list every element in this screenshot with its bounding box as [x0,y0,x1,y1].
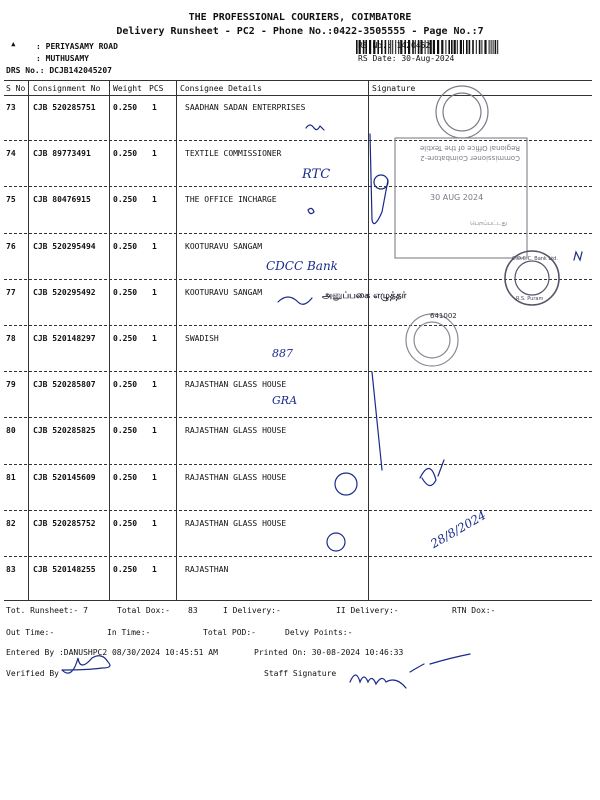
i-delivery: I Delivery:- [223,606,281,615]
handwriting-r76: CDCC Bank [266,259,338,273]
column-header-consignee: Consignee Details [180,84,262,93]
row-pcs: 1 [152,518,157,528]
row-sno: 83 [6,565,16,574]
row-consignee: THE OFFICE INCHARGE [185,195,277,205]
handwriting-r74: RTC [302,167,331,182]
row-consignment-no: CJB 520295494 [33,241,96,251]
handwriting-r81-date: 28/8/2024 [428,508,489,551]
row-consignment-no: CJB 520148255 [33,565,96,574]
stamp-bank-line2: R.S. Puram [516,296,544,302]
row-consignment-no: CJB 520295492 [33,287,96,297]
row-pcs: 1 [152,241,157,251]
total-dox-value: 83 [188,606,198,615]
row-sno: 77 [6,287,16,297]
row-sno: 75 [6,195,16,205]
row-weight: 0.250 [113,472,138,482]
row-weight: 0.250 [113,149,138,159]
circled-mark-r81 [335,473,357,495]
drs-label: DRS No.: DCJB142045207 [6,66,112,75]
runsheet-subtitle: Delivery Runsheet - PC2 - Phone No.:0422-3505555 - Page No.:7 [116,26,484,37]
row-weight: 0.250 [113,518,138,528]
stamp-textile-line2: Commissioner Coimbatore-2 [420,154,520,162]
drs-number: DCJB142045207 [49,66,112,75]
row-weight: 0.250 [113,287,138,297]
row-sno: 79 [6,380,16,390]
row-pcs: 1 [152,149,157,159]
route-line-1: : PERIYASAMY ROAD [36,42,118,51]
total-runsheet: Tot. Runsheet:- 7 [6,606,88,615]
row-sno: 81 [6,472,16,482]
row-pcs: 1 [152,103,157,112]
row-consignee: SWADISH [185,334,219,343]
row-weight: 0.250 [113,380,138,390]
column-header-weight: Weight [113,84,142,93]
row-consignee: RAJASTHAN [185,565,229,574]
signature-mark-r75 [308,208,314,213]
margin-mark-r76 [574,252,582,260]
stamp-tamil-heading: அனுப்பகை எழுத்தர் [322,291,407,301]
row-sno: 78 [6,334,16,343]
out-time: Out Time:- [6,628,55,637]
row-pcs: 1 [152,472,157,482]
staff-signature-label: Staff Signature [264,669,337,678]
entered-by: Entered By :DANUSHPC2 08/30/2024 10:45:51 AM [6,648,218,657]
row-consignee: RAJASTHAN GLASS HOUSE [185,472,287,482]
row-pcs: 1 [152,565,157,574]
ii-delivery: II Delivery:- [336,606,399,615]
row-sno: 82 [6,518,16,528]
verified-signature-scribble [62,656,110,673]
row-weight: 0.250 [113,426,138,436]
verified-by: Verified By [6,669,59,678]
row-weight: 0.250 [113,565,138,574]
pen-stroke-long [370,134,388,224]
column-header-pcs: PCS [149,84,164,93]
column-header-consignment: Consignment No [33,84,101,93]
signature-scribble-r73 [306,125,324,130]
row-consignee: SAADHAN SADAN ENTERPRISES [185,103,306,112]
row-consignment-no: CJB 520148297 [33,334,96,343]
pin-icon: ▴ [10,37,17,50]
rs-no: RS No.: 1420452 [358,41,431,50]
row-pcs: 1 [152,426,157,436]
signature-scribble-r77 [278,297,312,304]
total-pod: Total POD:- [203,628,256,637]
circled-mark-r74 [374,175,388,189]
printed-on: Printed On: 30-08-2024 10:46:33 [254,648,404,657]
row-consignee: KOOTURAVU SANGAM [185,241,263,251]
row-consignee: TEXTILE COMMISSIONER [185,149,282,159]
stamp-tamil-pin: 641002 [430,312,457,320]
stamp-bank-line1: C.D.C.C. Bank Ltd. [512,256,558,262]
rtn-dox: RTN Dox:- [452,606,496,615]
column-header-sno: S No [6,84,26,93]
table-bottom-border [4,600,592,601]
company-title: THE PROFESSIONAL COURIERS, COIMBATORE [188,12,412,23]
row-sno: 80 [6,426,16,436]
row-weight: 0.250 [113,241,138,251]
stamp-textile-tamil: பெறப்பட்டது [470,220,507,227]
circled-mark-r82 [327,533,345,551]
delvy-points: Delvy Points:- [285,628,353,637]
stamp-textile-date: 30 AUG 2024 [430,193,484,202]
row-consignment-no: CJB 89773491 [33,149,91,159]
row-consignee: RAJASTHAN GLASS HOUSE [185,426,287,436]
row-consignee: RAJASTHAN GLASS HOUSE [185,380,287,390]
row-pcs: 1 [152,380,157,390]
row-weight: 0.250 [113,103,138,112]
staff-signature-scribble [350,654,470,688]
row-weight: 0.250 [113,195,138,205]
row-sno: 76 [6,241,16,251]
row-consignee: KOOTURAVU SANGAM [185,287,263,297]
signature-loop-r81 [420,460,444,486]
row-pcs: 1 [152,334,157,343]
total-dox-label: Total Dox:- [117,606,170,615]
row-sno: 74 [6,149,16,159]
rs-date: RS Date: 30-Aug-2024 [358,54,455,63]
in-time: In Time:- [107,628,151,637]
round-seal-stamp-top [436,86,488,138]
handwriting-r79: GRA [272,394,298,407]
row-weight: 0.250 [113,334,138,343]
row-consignment-no: CJB 80476915 [33,195,91,205]
row-consignee: RAJASTHAN GLASS HOUSE [185,518,287,528]
stamp-textile-line1: Regional Office of the Textile [419,144,520,152]
row-consignment-no: CJB 520285752 [33,518,96,528]
route-line-2: : MUTHUSAMY [36,54,89,63]
pen-stroke-r79 [372,372,382,470]
handwriting-r78: 887 [272,347,293,360]
column-header-signature: Signature [372,84,416,93]
row-sno: 73 [6,103,16,112]
row-consignment-no: CJB 520285825 [33,426,96,436]
row-pcs: 1 [152,195,157,205]
row-consignment-no: CJB 520285751 [33,103,96,112]
row-consignment-no: CJB 520145609 [33,472,96,482]
row-consignment-no: CJB 520285807 [33,380,96,390]
row-pcs: 1 [152,287,157,297]
